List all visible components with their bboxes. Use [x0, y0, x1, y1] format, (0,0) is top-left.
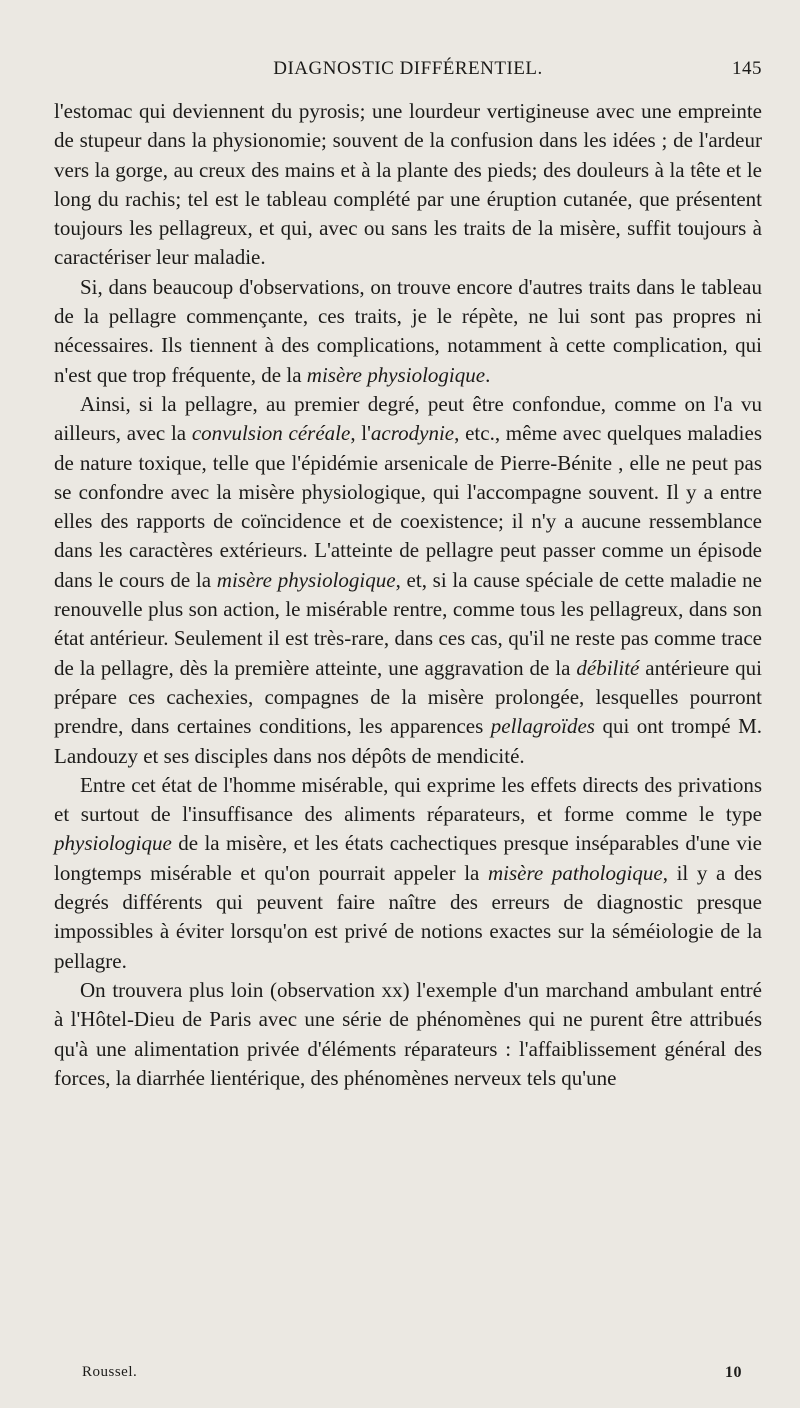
text-run: l'estomac qui deviennent du pyrosis; une lourdeur vertigineuse avec une empreinte de stupeur dans la physionomie; souvent de la confusion dans les idées ; de l'ardeur vers la gorge, au creux des mains et à la plante des pieds; des douleurs à la tête et le long du rachis; tel est le tableau complété par une éruption cutanée, que présentent toujours les pellagreux, et qui, avec ou sans les traits de la misère, suffit toujours à caractériser leur maladie.: [54, 99, 762, 270]
italic-term: pellagroïdes: [490, 714, 595, 739]
paragraph: [54, 97, 762, 273]
text-run: Si, dans beaucoup d'observations, on trouve encore d'autres traits dans le tableau de la pellagre commençante, ces traits, je le répète, ne lui sont pas propres ni nécessaires. Ils tiennent à des complications, notamment à cette complication, qui n'est que trop fréquente, de la: [54, 274, 762, 387]
text-run: , etc., même avec quelques maladies de nature toxique, telle que l'épidémie arsenicale de Pierre-Bénite , elle ne peut pas se confondre avec la misère physiologique, qui l'accompagne souvent. Il y a entre elles des rapports de coïncidence et de coexistence; il n'y a aucune ressemblance dans les caractères extérieurs. L'atteinte de pellagre peut passer comme un épisode dans le cours de la: [54, 421, 762, 592]
paragraph: [54, 390, 762, 771]
text-run: , il y a des degrés différents qui peuvent faire naître des erreurs de diagnostic presque impossibles à éviter lorsqu'on est privé de notions exactes sur la séméiologie de la pellagre.: [54, 860, 762, 973]
italic-term: physiologique: [54, 831, 172, 856]
italic-term: acrodynie: [370, 421, 455, 446]
paragraph: [54, 273, 762, 390]
signature-mark: 10: [725, 1364, 742, 1381]
text-run: Ainsi, si la pellagre, au premier degré, peut être confondue, comme on l'a vu ailleurs, avec la: [54, 391, 762, 446]
text-run: , et, si la cause spéciale de cette maladie ne renouvelle plus son action, le misérable rentre, comme tous les pellagreux, dans son état antérieur. Seulement il est très-rare, dans ces cas, qu'il ne reste pas comme trace de la pellagre, dès la première atteinte, une aggravation de la: [54, 567, 762, 680]
paragraph: [54, 771, 762, 976]
italic-term: misère pathologique: [488, 860, 663, 885]
text-run: de la misère, et les états cachectiques presque inséparables d'une vie longtemps misérable et qu'on pourrait appeler la: [54, 831, 762, 885]
text-run: Entre cet état de l'homme misérable, qui exprime les effets directs des privations et surtout de l'insuffisance des aliments réparateurs, et forme comme le type: [54, 772, 762, 827]
italic-term: misère physiologique: [216, 567, 396, 592]
footer-author: Roussel.: [82, 1364, 138, 1380]
page-number: 145: [732, 58, 763, 79]
italic-term: convulsion céréale: [191, 421, 351, 446]
text-run: qui ont trompé M. Landouzy et ses disciples dans nos dépôts de mendicité.: [54, 714, 762, 768]
page-body: [54, 97, 762, 1093]
running-header: [54, 58, 762, 92]
italic-term: débilité: [576, 655, 640, 680]
text-run: antérieure qui prépare ces cachexies, compagnes de la misère prolongée, lesquelles pourront prendre, dans certaines conditions, les apparences: [54, 655, 763, 739]
running-title: DIAGNOSTIC DIFFÉRENTIEL.: [273, 58, 543, 79]
text-run: .: [485, 362, 491, 387]
page-footer: [82, 1364, 742, 1382]
italic-term: misère physiologique: [306, 362, 486, 387]
text-run: , l': [350, 421, 371, 446]
text-run: On trouvera plus loin (observation xx) l'exemple d'un marchand ambulant entré à l'Hôtel-Dieu de Paris avec une série de phénomènes qui ne purent être attribués qu'à une alimentation privée d'éléments réparateurs : l'affaiblissement général des forces, la diarrhée lientérique, des phénomènes nerveux tels qu'une: [54, 977, 762, 1090]
paragraph: [54, 976, 762, 1093]
